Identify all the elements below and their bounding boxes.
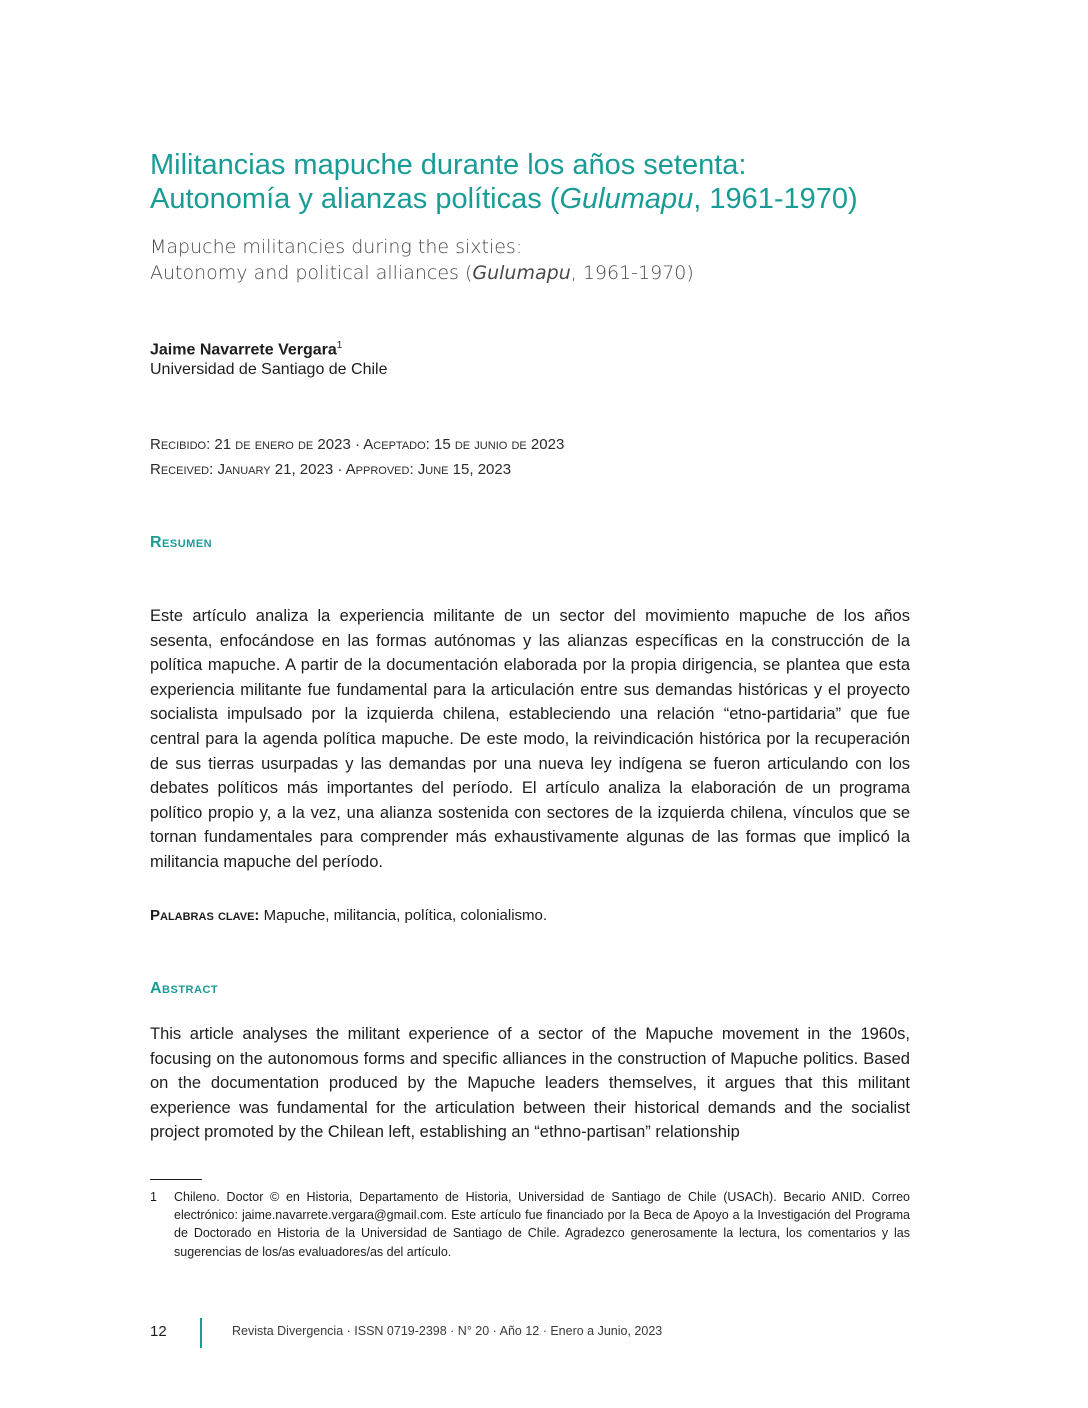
article-title-line1: Militancias mapuche durante los años setenta:	[150, 149, 747, 181]
article-title-line2-italic: Gulumapu	[559, 183, 694, 215]
article-subtitle-line2-post: , 1961-1970)	[570, 262, 694, 284]
dates-english: Received: January 21, 2023 · Approved: June 15, 2023	[150, 461, 512, 478]
resumen-heading: Resumen	[150, 534, 213, 551]
running-head: Revista Divergencia · ISSN 0719-2398 · N° 20 · Año 12 · Enero a Junio, 2023	[232, 1324, 663, 1338]
keywords-list: Mapuche, militancia, política, colonialismo.	[259, 907, 548, 924]
abstract-text: This article analyses the militant experience of a sector of the Mapuche movement in the 1960s, focusing on the autonomous forms and specific alliances in the construction of Mapuche politics. Based on the documentation produced by the Mapuche leaders themselves, it argues that this militant experience was fundamental for the articulation between their historical demands and the socialist project promoted by the Chilean left, establishing an “ethno-partisan” relationship	[150, 1025, 910, 1142]
footer-divider	[200, 1318, 202, 1348]
page-number: 12	[150, 1323, 167, 1340]
article-title	[150, 148, 950, 216]
article-subtitle-line2-italic: Gulumapu	[472, 262, 571, 284]
article-title-line2-post: , 1961-1970)	[693, 183, 858, 215]
article-subtitle-line2-pre: Autonomy and political alliances (	[150, 262, 473, 284]
resumen-text: Este artículo analiza la experiencia militante de un sector del movimiento mapuche de los años sesenta, enfocándose en las formas autónomas y las alianzas específicas en la construcción de la política mapuche. A partir de la documentación elaborada por la propia dirigencia, se plantea que esta experiencia militante fue fundamental para la articulación entre sus demandas históricas y el proyecto socialista impulsado por la izquierda chilena, estableciendo una relación “etno-partidaria” que fue central para la agenda política mapuche. De este modo, la reivindicación histórica por la recuperación de sus tierras usurpadas y las demandas por una nueva ley indígena se fueron articulando con los debates políticos más importantes del período. El artículo analiza la elaboración de un programa político propio y, a la vez, una alianza sostenida con sectores de la izquierda chilena, vínculos que se tornan fundamentales para comprender más exhaustivamente algunas de las formas que implicó la militancia mapuche del período.	[150, 607, 910, 871]
author-footnote-mark[interactable]: 1	[336, 340, 343, 351]
author-affiliation: Universidad de Santiago de Chile	[150, 361, 388, 378]
footnote-text: Chileno. Doctor © en Historia, Departamento de Historia, Universidad de Santiago de Chile (USACh). Becario ANID. Correo electrónico: jaime.navarrete.vergara@gmail.com. Este artículo fue financiado por la Beca de Apoyo a la Investigación del Programa de Doctorado en Historia de la Universidad de Santiago de Chile. Agradezco generosamente la lectura, los comentarios y las sugerencias de los/as evaluadores/as del artículo.	[174, 1190, 910, 1259]
article-subtitle-line1: Mapuche militancies during the sixties:	[150, 236, 523, 258]
footnote-divider	[150, 1179, 202, 1180]
abstract-heading: Abstract	[150, 980, 219, 997]
keywords	[150, 905, 547, 927]
footnote-number: 1	[150, 1190, 157, 1204]
article-title-line2-pre: Autonomía y alianzas políticas (	[150, 183, 560, 215]
keywords-label: Palabras clave:	[150, 907, 260, 924]
author-name-text: Jaime Navarrete Vergara	[150, 341, 337, 359]
article-subtitle	[150, 234, 950, 286]
dates-spanish: Recibido: 21 de enero de 2023 · Aceptado: 15 de junio de 2023	[150, 436, 565, 453]
